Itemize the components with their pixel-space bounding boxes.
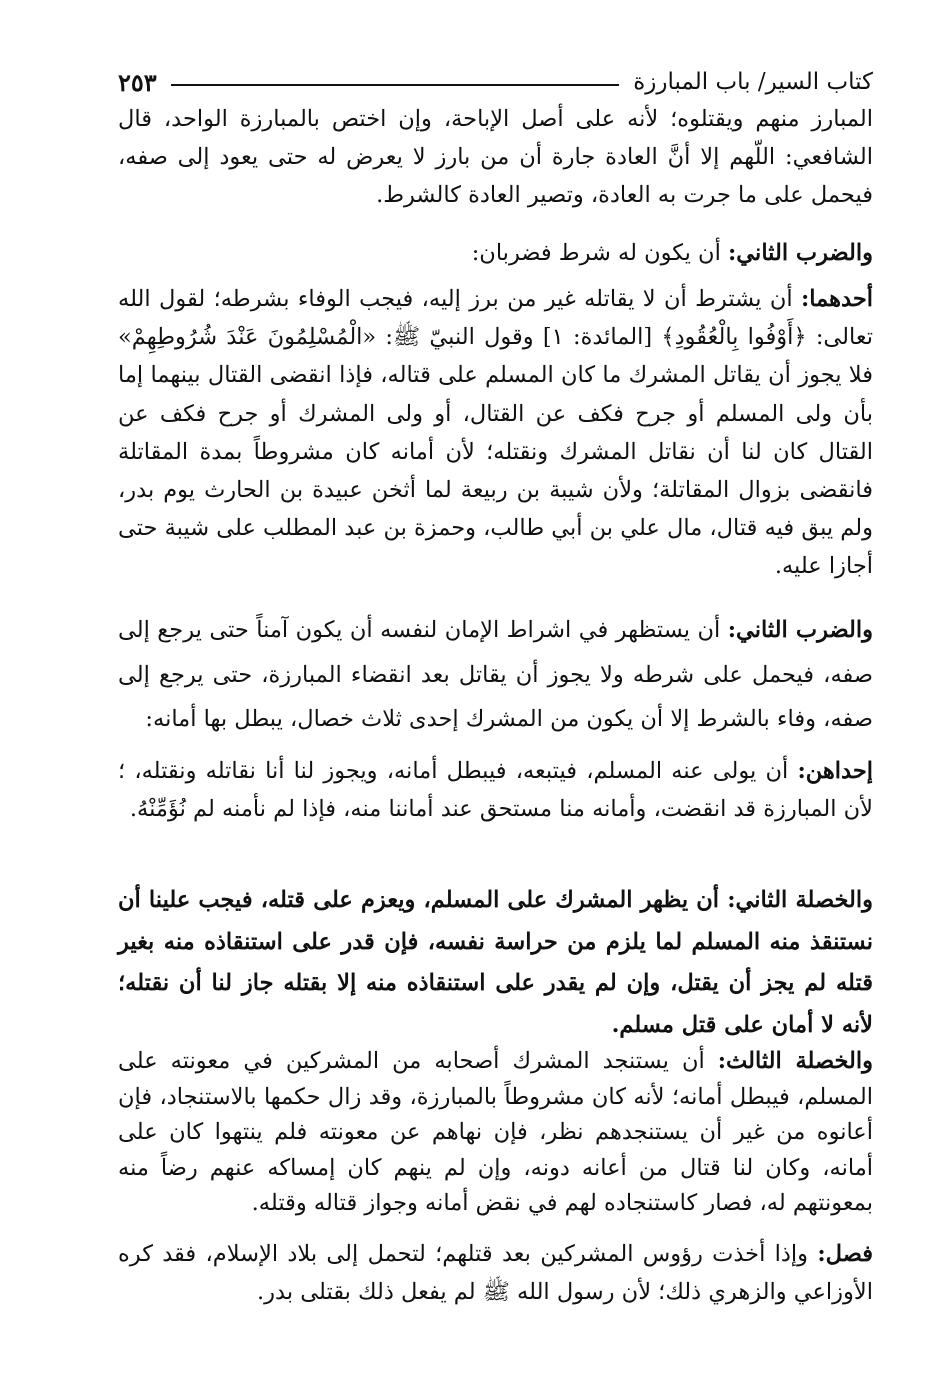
paragraph-4-text: أن يستظهر في اشراط الإمان لنفسه أن يكون آمناً حتى يرجع إلى صفه، فيحمل على شرطه ولا يجوز أن يقاتل بعد انقضاء المبارزة، حتى يرجع إلى صفه، وفاء بالشرط إلا أن يكون من المشرك إحدى ثلاث خصال، يبطل بها أمانه:	[118, 617, 873, 732]
header-rule	[171, 84, 620, 86]
header-title: كتاب السير/ باب المبارزة	[633, 69, 873, 95]
paragraph-2	[118, 234, 873, 272]
paragraph-6-lead: والخصلة الثاني:	[727, 887, 873, 913]
paragraph-1	[118, 100, 873, 215]
paragraph-4	[118, 608, 873, 742]
paragraph-3	[118, 280, 873, 586]
paragraph-5-lead: إحداهن:	[797, 758, 873, 784]
paragraph-8-text: وإذا أخذت رؤوس المشركين بعد قتلهم؛ لتحمل إلى بلاد الإسلام، فقد كره الأوزاعي والزهري ذلك؛ لأن رسول الله ﷺ لم يفعل ذلك بقتلى بدر.	[118, 1241, 873, 1306]
paragraph-8-lead: فصل:	[817, 1241, 873, 1267]
running-header	[118, 62, 873, 102]
paragraph-3-lead: أحدهما:	[800, 286, 873, 312]
paragraph-6	[118, 880, 873, 1046]
paragraph-1-text: المبارز منهم ويقتلوه؛ لأنه على أصل الإباحة، وإن اختص بالمبارزة الواحد، قال الشافعي: اللّهم إلا أنَّ العادة جارة أن من بارز لا يعرض له حتى يعود إلى صفه، فيحمل على ما جرت به العادة، وتصير العادة كالشرط.	[118, 106, 873, 209]
paragraph-5-text: أن يولى عنه المسلم، فيتبعه، فيبطل أمانه، ويجوز لنا أنا نقاتله ونقتله، ؛ لأن المبارزة قد انقضت، وأمانه منا مستحق عند أماننا منه، فإذا لم نأمنه لم نُؤَمِّنْهُ.	[118, 758, 873, 823]
paragraph-2-text: أن يكون له شرط فضربان:	[471, 240, 728, 266]
paragraph-7-lead: والخصلة الثالث:	[717, 1048, 873, 1074]
page-number: ٢٥٣	[118, 67, 157, 97]
paragraph-7-text: أن يستنجد المشرك أصحابه من المشركين في معونته على المسلم، فيبطل أمانه؛ لأنه كان مشروطاً بالمبارزة، وقد زال حكمها بالاستنجاد، فإن أعانوه من غير أن يستنجدهم نظر، فإن نهاهم عن معونته فلم ينتهوا كان على أمانه، وكان لنا قتال من أعانه دونه، وإن لم ينهم كان إمساكه عنهم رضاً منه بمعونتهم له، فصار كاستنجاده لهم في نقض أمانه وجواز قتاله وقتله.	[118, 1048, 873, 1216]
paragraph-6-text: أن يظهر المشرك على المسلم، ويعزم على قتله، فيجب علينا أن نستنقذ منه المسلم لما يلزم من حراسة نفسه، فإن قدر على استنقاذه منه بغير قتله لم يجز أن يقتل، وإن لم يقدر على استنقاذه منه إلا بقتله جاز لنا أن نقتله؛ لأنه لا أمان على قتل مسلم.	[118, 887, 873, 1038]
paragraph-2-lead: والضرب الثاني:	[728, 240, 873, 266]
paragraph-8	[118, 1235, 873, 1311]
paragraph-4-lead: والضرب الثاني:	[727, 617, 873, 643]
paragraph-3-text: أن يشترط أن لا يقاتله غير من برز إليه، فيجب الوفاء بشرطه؛ لقول الله تعالى: ﴿أَوْفُوا بِالْعُقُودِ﴾ [المائدة: ١] وقول النبيّ ﷺ: «الْمُسْلِمُونَ عَنْدَ شُرُوطِهِمْ» فلا يجوز أن يقاتل المشرك ما كان المسلم على قتاله، فإذا انقضى القتال بينهما إما بأن ولى المسلم أو جرح فكف عن القتال، أو ولى المشرك أو جرح فكف عن القتال كان لنا أن نقاتل المشرك ونقتله؛ لأن أمانه كان مشروطاً بمدة المقاتلة فانقضى بزوال المقاتلة؛ ولأن شيبة بن ربيعة لما أثخن عبيدة بن الحارث يوم بدر، ولم يبق فيه قتال، مال علي بن أبي طالب، وحمزة بن عبد المطلب على شيبة حتى أجازا عليه.	[117, 286, 873, 580]
paragraph-7	[118, 1044, 873, 1222]
paragraph-5	[118, 752, 873, 828]
